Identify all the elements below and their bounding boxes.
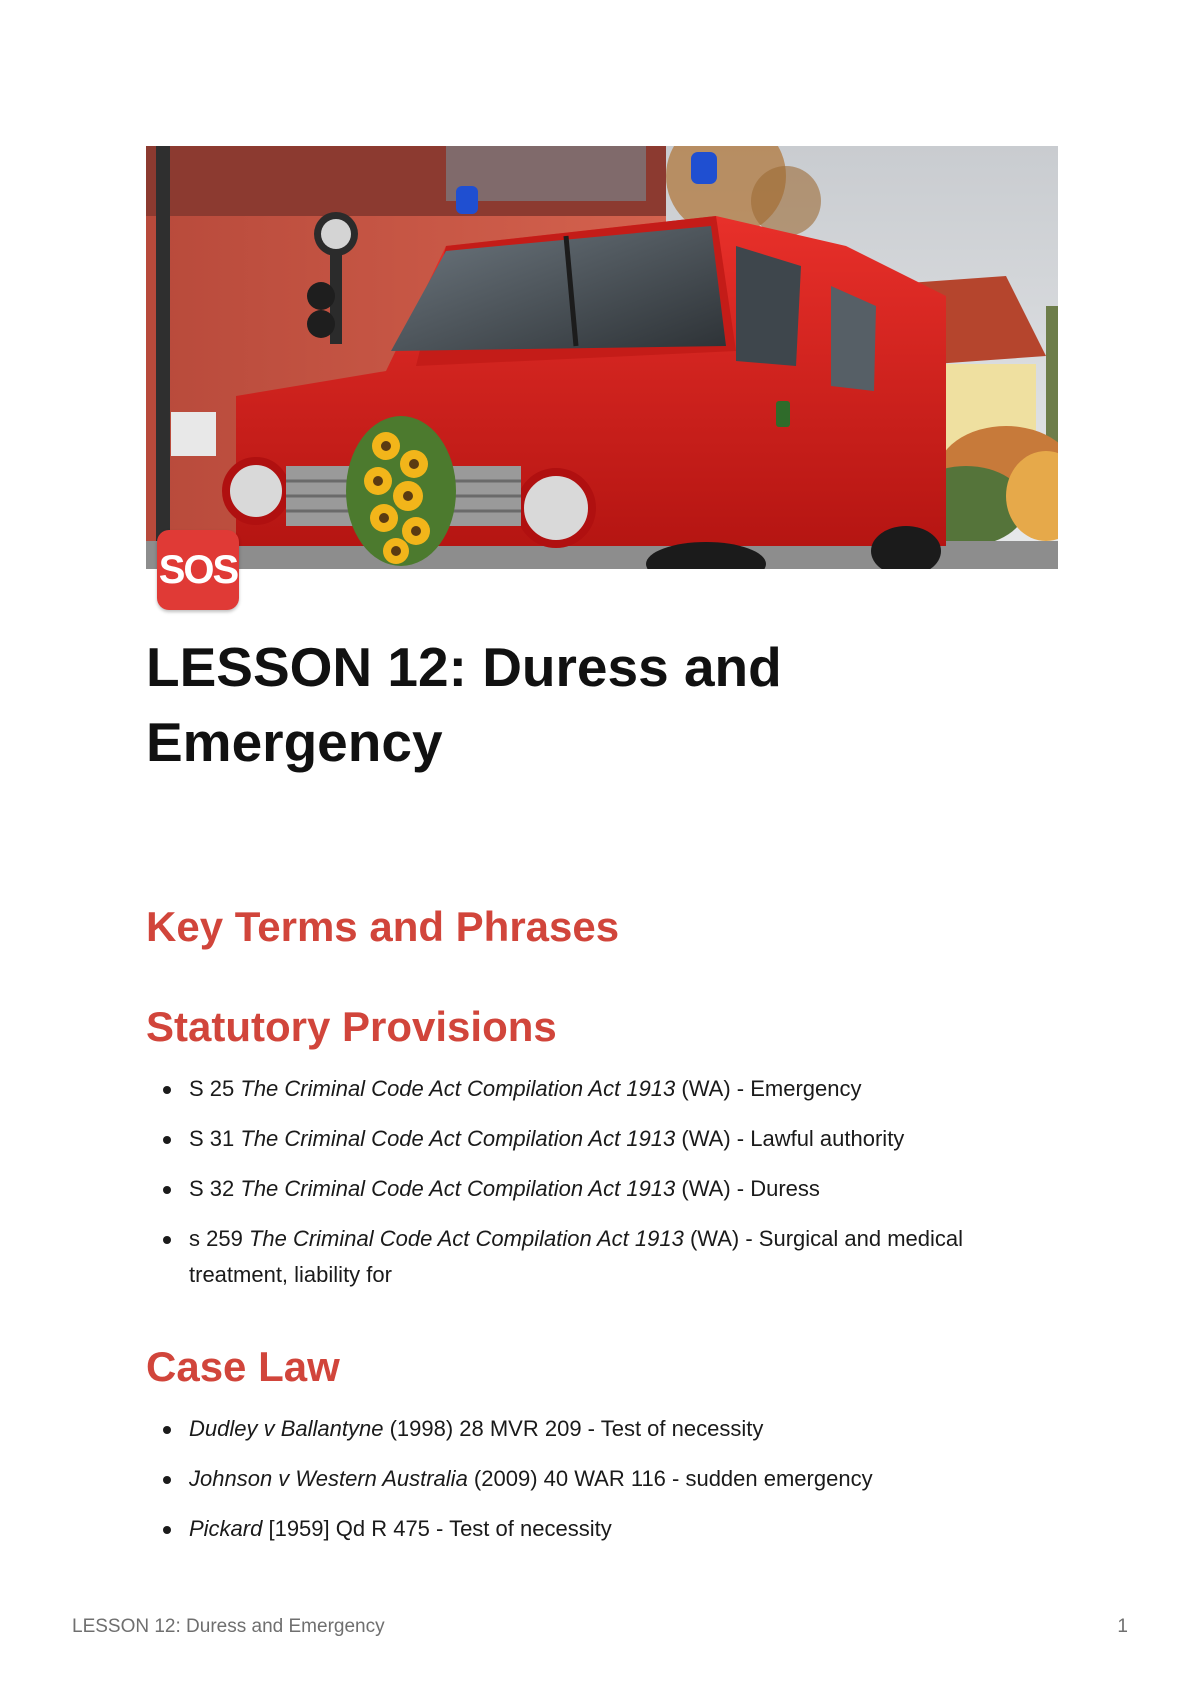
page-title: LESSON 12: Duress and Emergency [146, 636, 782, 773]
cover-image [146, 146, 1058, 569]
act-title: The Criminal Code Act Compilation Act 1913 [240, 1126, 676, 1151]
case-law-list [146, 1411, 1066, 1561]
case-name: Dudley v Ballantyne [189, 1416, 384, 1441]
case-citation: [1959] Qd R 475 - Test of necessity [262, 1516, 612, 1541]
case-name: Pickard [189, 1516, 263, 1541]
list-item [146, 1511, 1066, 1547]
case-citation: (2009) 40 WAR 116 - sudden emergency [467, 1466, 873, 1491]
section-heading-case-law: Case Law [146, 1343, 340, 1390]
list-item [146, 1121, 1066, 1157]
provision-description: (WA) - Surgical and medical treatment, liability for [189, 1226, 964, 1287]
list-item [146, 1411, 1066, 1447]
section-number: S 31 [189, 1126, 241, 1151]
section-heading-statutory-provisions: Statutory Provisions [146, 1003, 557, 1050]
section-number: S 25 [189, 1076, 241, 1101]
list-item [146, 1171, 1066, 1207]
list-item [146, 1071, 1066, 1107]
page-number: 1 [1117, 1616, 1128, 1637]
list-item [146, 1461, 1066, 1497]
section-heading-key-terms: Key Terms and Phrases [146, 903, 620, 950]
fire-truck-photo-icon [146, 146, 1058, 569]
act-title: The Criminal Code Act Compilation Act 1913 [248, 1226, 684, 1251]
section-number: S 32 [189, 1176, 241, 1201]
provision-description: (WA) - Lawful authority [675, 1126, 905, 1151]
sos-icon: SOS [157, 530, 239, 610]
footer-title: LESSON 12: Duress and Emergency [72, 1616, 385, 1637]
provision-description: (WA) - Emergency [675, 1076, 862, 1101]
case-citation: (1998) 28 MVR 209 - Test of necessity [383, 1416, 764, 1441]
act-title: The Criminal Code Act Compilation Act 1913 [240, 1176, 676, 1201]
case-name: Johnson v Western Australia [189, 1466, 468, 1491]
act-title: The Criminal Code Act Compilation Act 1913 [240, 1076, 676, 1101]
section-number: s 259 [189, 1226, 249, 1251]
statutory-provisions-list [146, 1071, 1066, 1307]
provision-description: (WA) - Duress [675, 1176, 820, 1201]
list-item [146, 1221, 1066, 1293]
